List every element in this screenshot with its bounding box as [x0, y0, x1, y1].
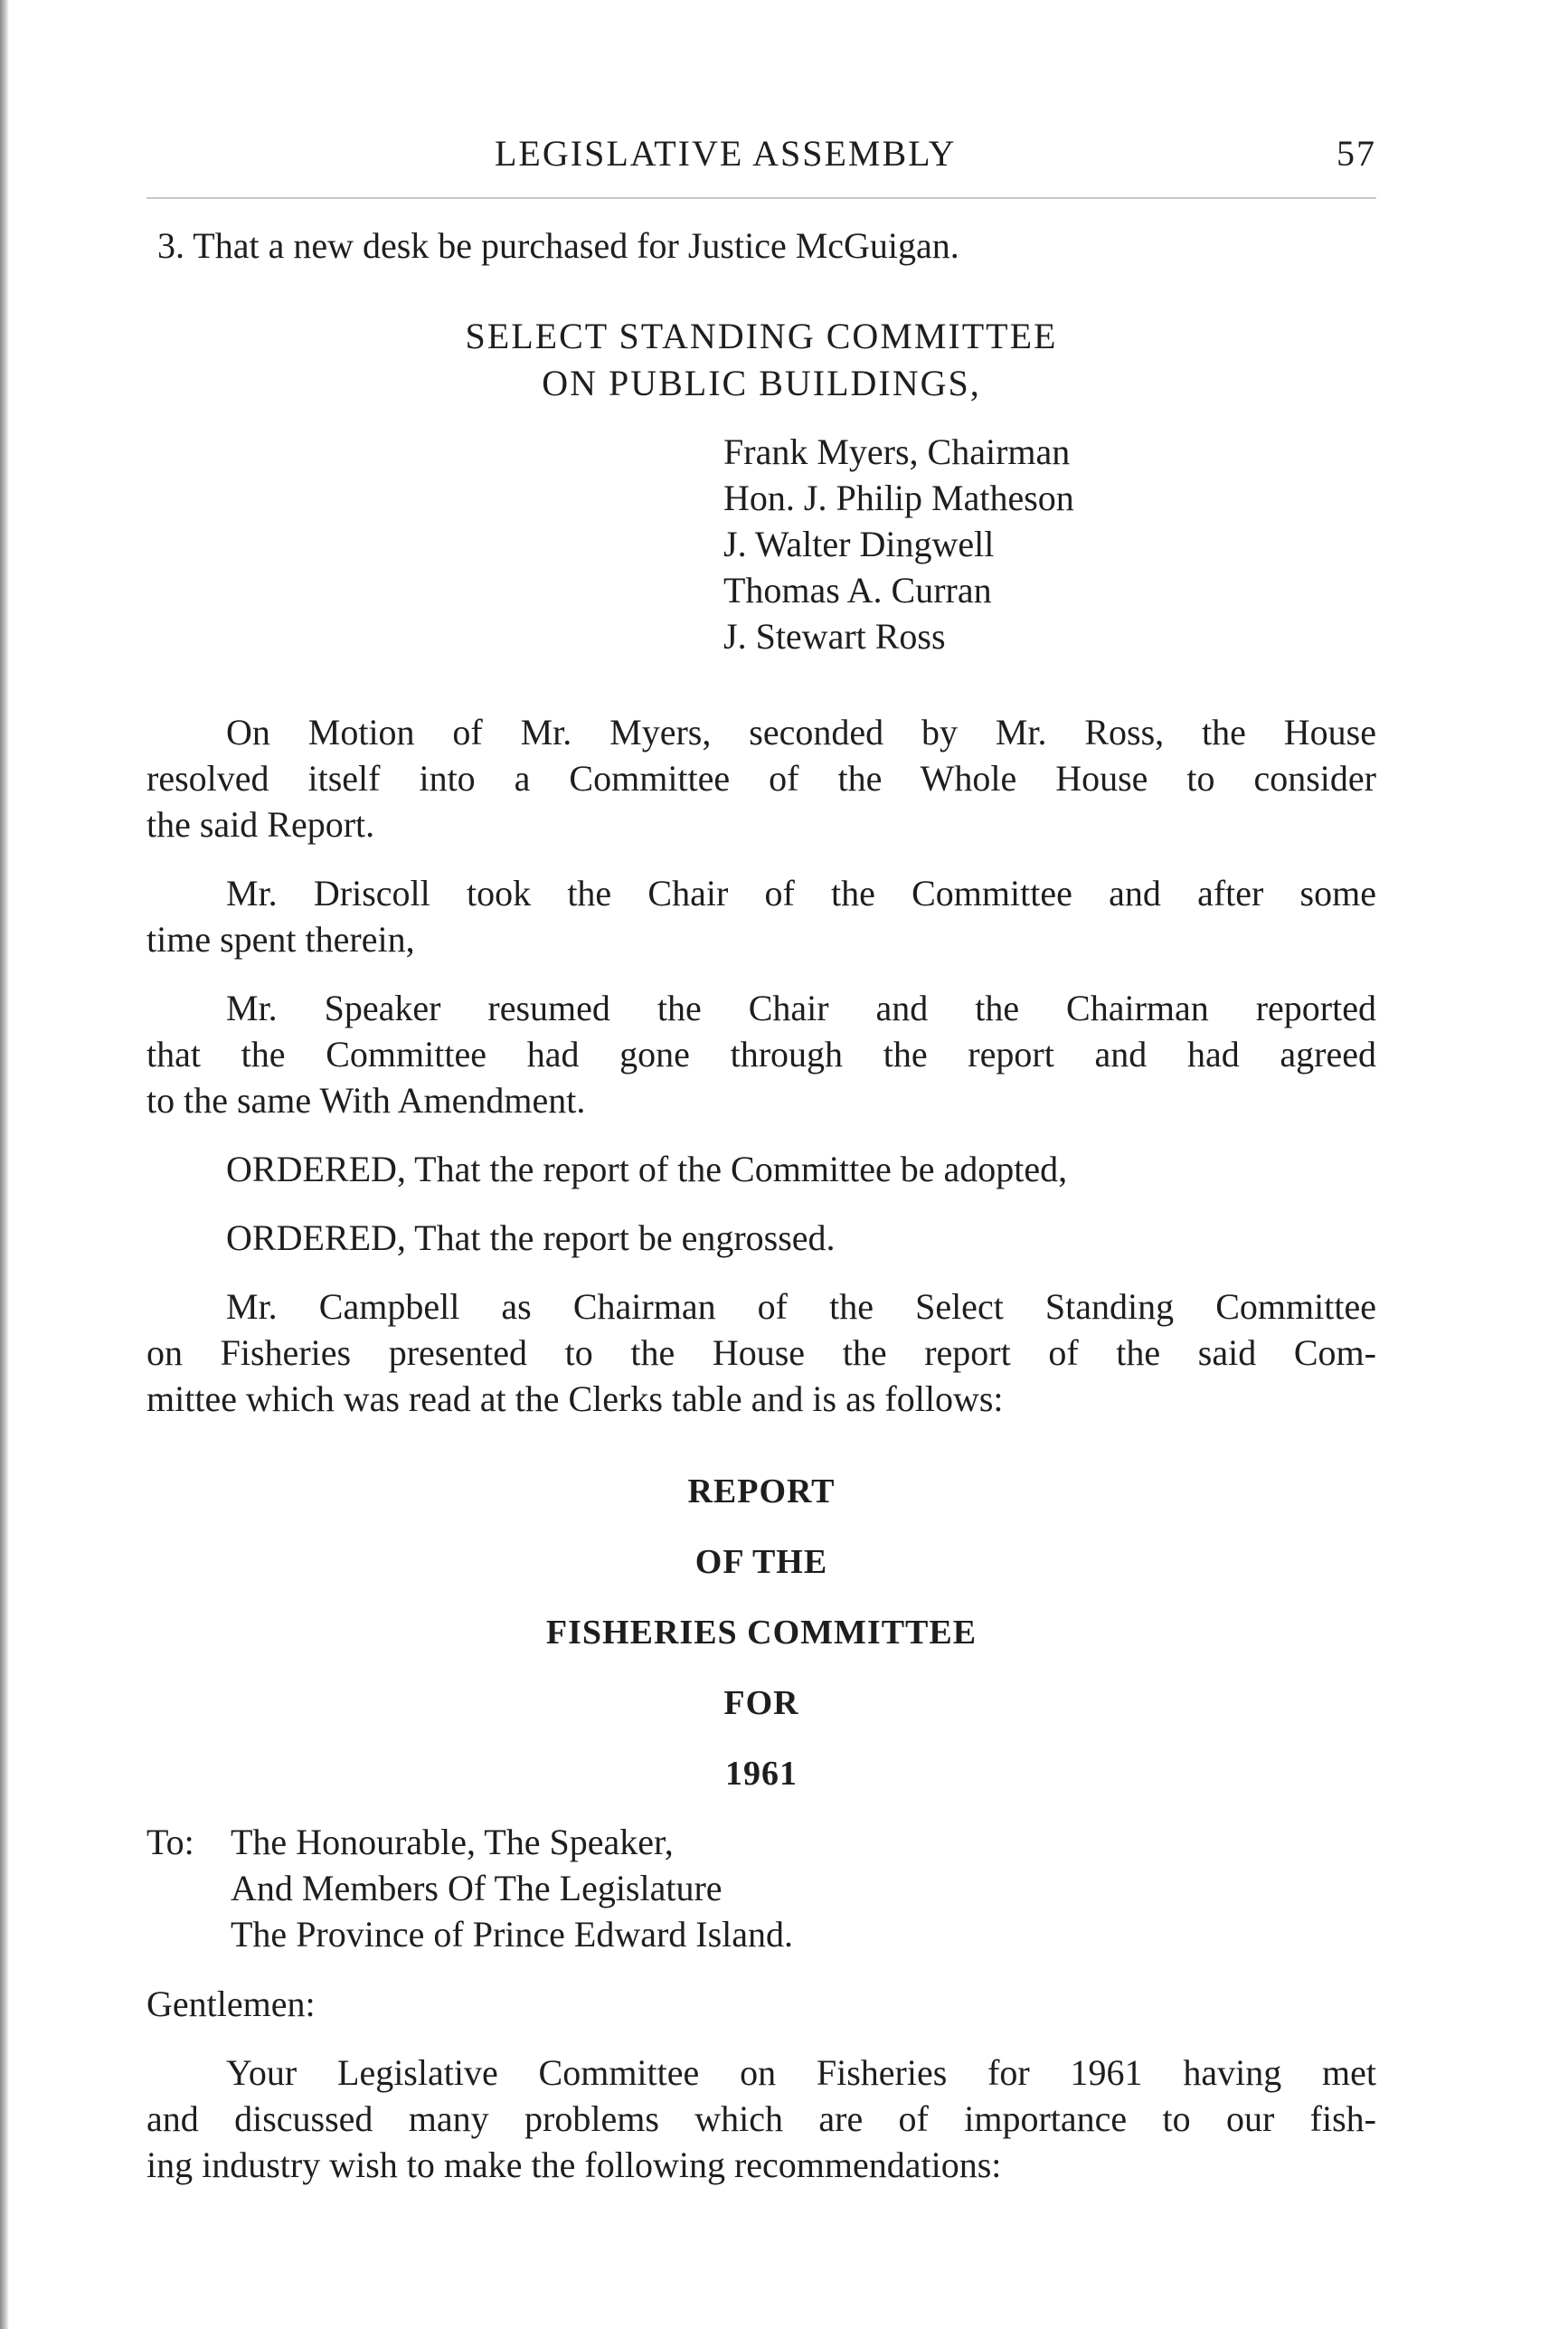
committee-member: Thomas A. Curran — [723, 570, 992, 611]
committee-member: J. Walter Dingwell — [723, 524, 995, 564]
report-heading-line: OF THE — [694, 1543, 828, 1581]
ordered-engrossed: ORDERED, That the report be engrossed. — [226, 1217, 836, 1258]
salutation: Gentlemen: — [146, 1983, 316, 2024]
buildings-committee-heading-1: SELECT STANDING COMMITTEE — [465, 316, 1058, 356]
running-head-title: LEGISLATIVE ASSEMBLY — [495, 133, 957, 174]
paragraph-line: to the same With Amendment. — [146, 1080, 586, 1121]
paragraph-line: Mr. Campbell as Chairman of the Select Standing Committee — [226, 1286, 1376, 1327]
paragraph-line: Your Legislative Committee on Fisheries for 1961 having met — [226, 2052, 1376, 2093]
header-rule — [146, 197, 1376, 199]
paragraph-line: Mr. Speaker resumed the Chair and the Chairman reported — [226, 988, 1376, 1028]
address-line: The Honourable, The Speaker, — [231, 1822, 674, 1862]
page-number: 57 — [1337, 133, 1376, 174]
paragraph-line: the said Report. — [146, 804, 375, 845]
committee-member: Hon. J. Philip Matheson — [723, 478, 1074, 518]
ordered-adopted: ORDERED, That the report of the Committee be adopted, — [226, 1149, 1068, 1189]
committee-member: J. Stewart Ross — [723, 616, 946, 657]
paragraph-line: that the Committee had gone through the report and had agreed — [146, 1034, 1376, 1075]
report-heading-line: 1961 — [725, 1755, 798, 1793]
report-heading-line: FOR — [723, 1684, 799, 1722]
paragraph-line: resolved itself into a Committee of the Whole House to consider — [146, 758, 1376, 799]
address-line: And Members Of The Legislature — [231, 1868, 723, 1908]
paragraph-line: ing industry wish to make the following recommendations: — [146, 2144, 1002, 2185]
report-heading-line: REPORT — [687, 1472, 836, 1510]
paragraph-line: mittee which was read at the Clerks table and is as follows: — [146, 1378, 1004, 1419]
item-3: 3. That a new desk be purchased for Justice McGuigan. — [157, 225, 959, 266]
paragraph-line: On Motion of Mr. Myers, seconded by Mr. Ross, the House — [226, 712, 1376, 753]
paragraph-line: and discussed many problems which are of importance to our fish- — [146, 2098, 1376, 2139]
address-line: The Province of Prince Edward Island. — [231, 1914, 794, 1955]
report-heading-line: FISHERIES COMMITTEE — [545, 1614, 978, 1652]
buildings-committee-heading-2: ON PUBLIC BUILDINGS, — [542, 363, 981, 403]
paragraph-line: Mr. Driscoll took the Chair of the Committee and after some — [226, 873, 1376, 914]
address-to-label: To: — [146, 1822, 194, 1862]
committee-member: Frank Myers, Chairman — [723, 431, 1071, 472]
paragraph-line: time spent therein, — [146, 919, 415, 960]
paragraph-line: on Fisheries presented to the House the report of the said Com- — [146, 1332, 1376, 1373]
running-head — [146, 132, 1376, 186]
